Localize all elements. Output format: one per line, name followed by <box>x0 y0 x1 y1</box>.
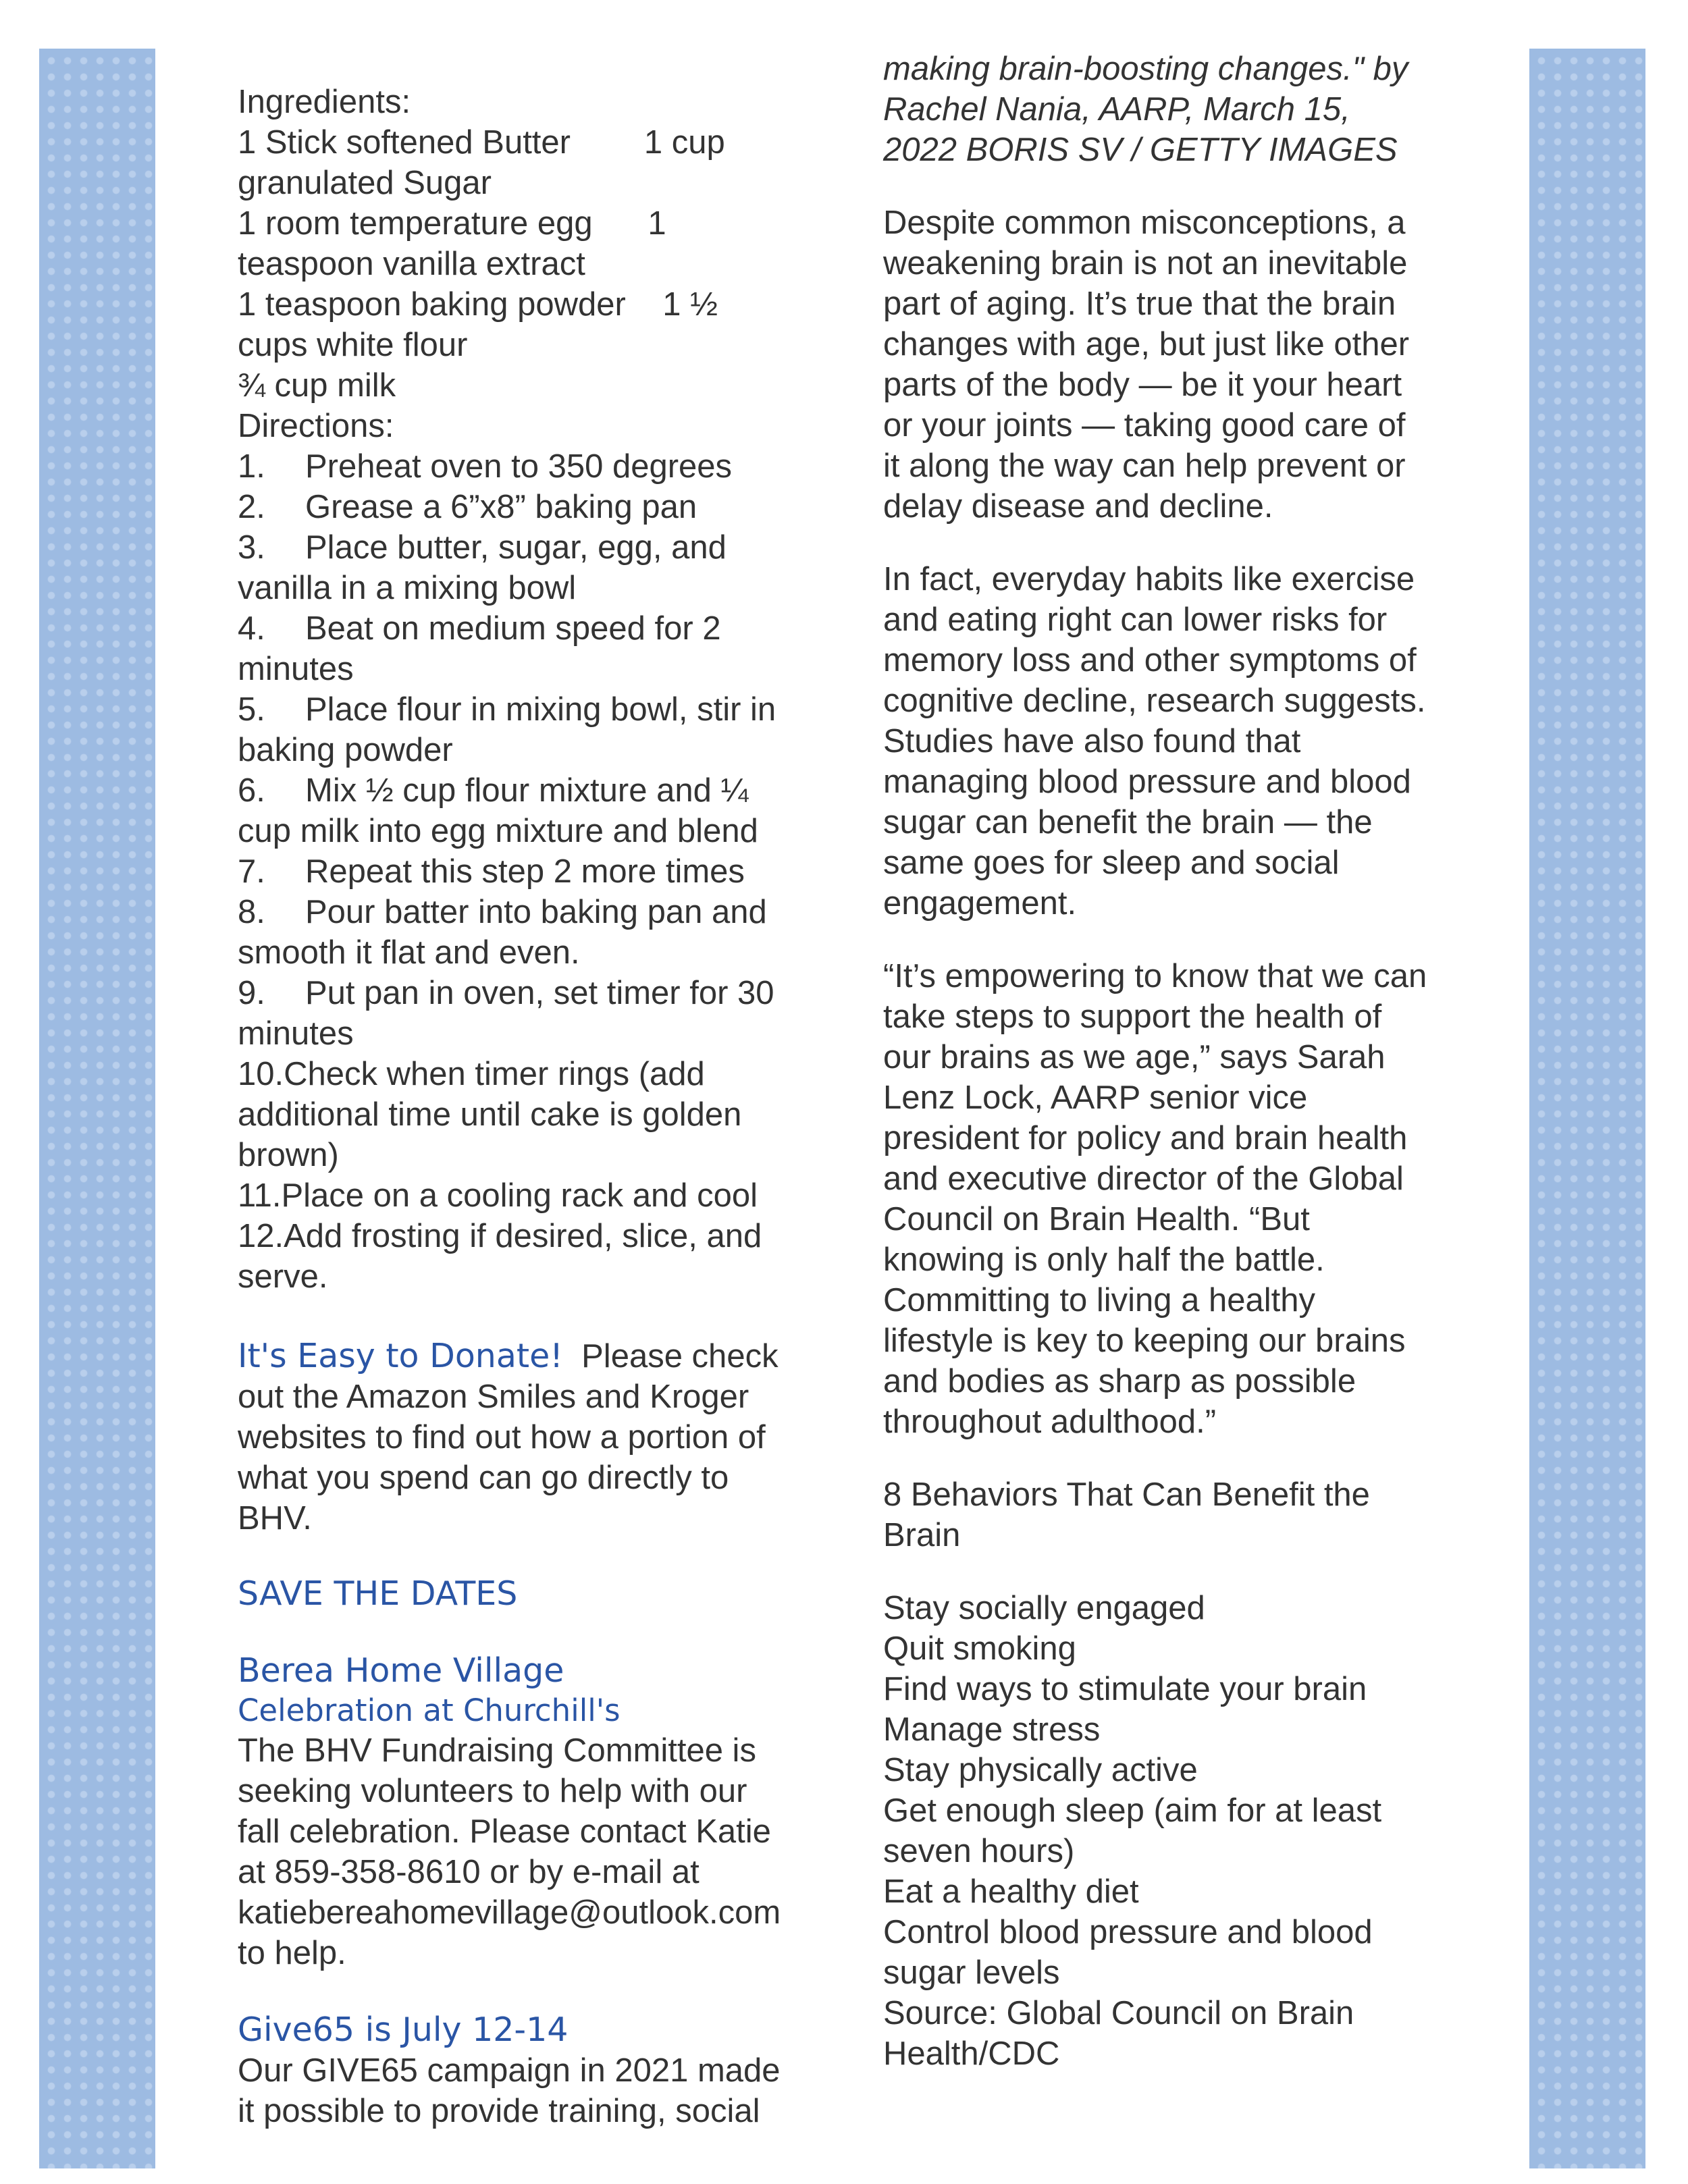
paragraph-line: knowing is only half the battle. <box>883 1242 1325 1278</box>
donate-title: It's Easy to Donate! <box>238 1337 563 1375</box>
event-email: katiebereahomevillage@outlook.com <box>238 1894 781 1931</box>
donate-text: out the Amazon Smiles and Kroger <box>238 1379 749 1415</box>
event-text: it possible to provide training, social <box>238 2093 760 2129</box>
event-text: The BHV Fundraising Committee is <box>238 1732 756 1769</box>
paragraph-line: Despite common misconceptions, a <box>883 205 1406 241</box>
behavior-item: Stay socially engaged <box>883 1590 1205 1626</box>
direction-line: additional time until cake is golden <box>238 1096 742 1133</box>
ingredient-line: cups white flour <box>238 327 468 363</box>
event-text: at 859-358-8610 or by e-mail at <box>238 1854 700 1890</box>
paragraph-line: cognitive decline, research suggests. <box>883 683 1426 719</box>
paragraph-line: take steps to support the health of <box>883 998 1382 1035</box>
step-number: 4. <box>238 610 265 647</box>
paragraph-line: throughout adulthood.” <box>883 1404 1217 1440</box>
paragraph-line: parts of the body — be it your heart <box>883 367 1402 403</box>
donate-section <box>238 1336 825 1539</box>
paragraph-line: lifestyle is key to keeping our brains <box>883 1323 1406 1359</box>
ingredient-line: 1 Stick softened Butter 1 cup <box>238 124 725 161</box>
step-continuation: vanilla in a mixing bowl <box>238 570 577 606</box>
ingredient-list <box>238 122 825 406</box>
direction-step <box>238 446 825 487</box>
step-number: 3. <box>238 529 265 566</box>
save-the-dates-section <box>238 1574 825 2131</box>
donate-text: what you spend can go directly to <box>238 1460 729 1496</box>
paragraph-line: and eating right can lower risks for <box>883 602 1388 638</box>
direction-step <box>238 487 825 527</box>
direction-line: serve. <box>238 1258 328 1295</box>
ingredients-heading: Ingredients: <box>238 84 411 120</box>
event-subtitle: Celebration at Churchill's <box>238 1693 621 1728</box>
paragraph-line: it along the way can help prevent or <box>883 448 1406 484</box>
heading-line: 8 Behaviors That Can Benefit the <box>883 1476 1370 1513</box>
step-continuation: baking powder <box>238 732 453 768</box>
behavior-item: Quit smoking <box>883 1630 1076 1667</box>
behavior-item: Get enough sleep (aim for at least <box>883 1792 1382 1829</box>
paragraph-line: and bodies as sharp as possible <box>883 1363 1356 1400</box>
left-decorative-strip <box>39 49 155 2168</box>
paragraph-line: Council on Brain Health. “But <box>883 1201 1310 1237</box>
step-number: 7. <box>238 853 265 890</box>
paragraph-line: memory loss and other symptoms of <box>883 642 1417 678</box>
donate-text: websites to find out how a portion of <box>238 1419 766 1456</box>
paragraph-line: In fact, everyday habits like exercise <box>883 561 1415 597</box>
step-text: Mix ½ cup flour mixture and ¼ <box>305 772 749 809</box>
paragraph-line: Studies have also found that <box>883 723 1301 760</box>
step-number: 6. <box>238 772 265 809</box>
save-dates-title: SAVE THE DATES <box>238 1574 518 1613</box>
direction-step <box>238 608 825 689</box>
step-text: Beat on medium speed for 2 <box>305 610 721 647</box>
direction-line: 10.Check when timer rings (add <box>238 1056 705 1092</box>
event-text: Our GIVE65 campaign in 2021 made <box>238 2052 781 2089</box>
article-quote-paragraph <box>883 956 1471 1442</box>
step-continuation: minutes <box>238 651 354 687</box>
heading-line: Brain <box>883 1517 961 1553</box>
paragraph-line: our brains as we age,” says Sarah <box>883 1039 1386 1075</box>
event-title: Berea Home Village <box>238 1651 564 1690</box>
paragraph-line: engagement. <box>883 885 1077 922</box>
paragraph-line: Lenz Lock, AARP senior vice <box>883 1080 1308 1116</box>
event-title: Give65 is July 12-14 <box>238 2010 569 2049</box>
direction-step <box>238 527 825 608</box>
behavior-item: Manage stress <box>883 1711 1101 1748</box>
paragraph-line: managing blood pressure and blood <box>883 764 1411 800</box>
ingredient-line: 1 room temperature egg 1 <box>238 205 666 242</box>
image-caption <box>883 49 1471 170</box>
behavior-item: Control blood pressure and blood <box>883 1914 1373 1950</box>
source-line: Source: Global Council on Brain <box>883 1995 1354 2031</box>
direction-line: 11.Place on a cooling rack and cool <box>238 1177 758 1214</box>
event-text: seeking volunteers to help with our <box>238 1773 747 1809</box>
donate-text: Please check <box>581 1338 779 1375</box>
step-text: Place flour in mixing bowl, stir in <box>305 691 776 728</box>
paragraph-line: weakening brain is not an inevitable <box>883 245 1408 282</box>
donate-text: BHV. <box>238 1500 312 1537</box>
recipe-section <box>238 82 825 1297</box>
source-line: Health/CDC <box>883 2035 1060 2072</box>
behaviors-list <box>883 1588 1471 2074</box>
left-column <box>238 82 825 2131</box>
step-number: 9. <box>238 975 265 1011</box>
caption-line: Rachel Nania, AARP, March 15, <box>883 91 1350 128</box>
step-text: Repeat this step 2 more times <box>305 853 745 890</box>
direction-line: brown) <box>238 1137 339 1173</box>
behaviors-heading <box>883 1474 1471 1555</box>
paragraph-line: president for policy and brain health <box>883 1120 1408 1156</box>
step-text: Pour batter into baking pan and <box>305 894 767 930</box>
event-give65 <box>238 2010 825 2131</box>
direction-step <box>238 770 825 851</box>
paragraph-line: part of aging. It’s true that the brain <box>883 286 1396 322</box>
step-number: 5. <box>238 691 265 728</box>
behavior-item: Find ways to stimulate your brain <box>883 1671 1367 1707</box>
behavior-item: Eat a healthy diet <box>883 1873 1139 1910</box>
ingredient-line: granulated Sugar <box>238 165 492 201</box>
step-text: Place butter, sugar, egg, and <box>305 529 727 566</box>
directions-list <box>238 446 825 1297</box>
step-number: 2. <box>238 489 265 525</box>
step-number: 8. <box>238 894 265 930</box>
step-continuation: minutes <box>238 1015 354 1052</box>
step-text: Preheat oven to 350 degrees <box>305 448 733 485</box>
event-churchills <box>238 1651 825 1973</box>
paragraph-line: sugar can benefit the brain — the <box>883 804 1373 841</box>
paragraph-line: changes with age, but just like other <box>883 326 1410 363</box>
ingredient-line: teaspoon vanilla extract <box>238 246 585 282</box>
step-continuation: smooth it flat and even. <box>238 934 580 971</box>
caption-line: 2022 BORIS SV / GETTY IMAGES <box>883 132 1398 168</box>
direction-step <box>238 689 825 770</box>
behavior-item: seven hours) <box>883 1833 1075 1869</box>
step-number: 1. <box>238 448 265 485</box>
behavior-item: Stay physically active <box>883 1752 1198 1788</box>
right-column <box>883 49 1471 2074</box>
event-text: fall celebration. Please contact Katie <box>238 1813 771 1850</box>
ingredient-line: ¾ cup milk <box>238 367 396 404</box>
directions-heading: Directions: <box>238 408 394 444</box>
paragraph-line: and executive director of the Global <box>883 1161 1404 1197</box>
behavior-item: sugar levels <box>883 1954 1060 1991</box>
ingredient-line: 1 teaspoon baking powder 1 ½ <box>238 286 718 323</box>
paragraph-line: Committing to living a healthy <box>883 1282 1316 1319</box>
caption-line: making brain-boosting changes." by <box>883 51 1408 87</box>
event-text: to help. <box>238 1935 346 1971</box>
direction-step <box>238 892 825 973</box>
direction-step <box>238 973 825 1054</box>
paragraph-line: “It’s empowering to know that we can <box>883 958 1427 994</box>
direction-step <box>238 851 825 892</box>
step-continuation: cup milk into egg mixture and blend <box>238 813 758 849</box>
article-paragraph-2 <box>883 559 1471 924</box>
right-decorative-strip <box>1529 49 1645 2168</box>
step-text: Grease a 6”x8” baking pan <box>305 489 697 525</box>
paragraph-line: delay disease and decline. <box>883 488 1273 525</box>
step-text: Put pan in oven, set timer for 30 <box>305 975 774 1011</box>
paragraph-line: same goes for sleep and social <box>883 845 1340 881</box>
paragraph-line: or your joints — taking good care of <box>883 407 1406 444</box>
direction-line: 12.Add frosting if desired, slice, and <box>238 1218 762 1254</box>
article-paragraph-1 <box>883 203 1471 527</box>
